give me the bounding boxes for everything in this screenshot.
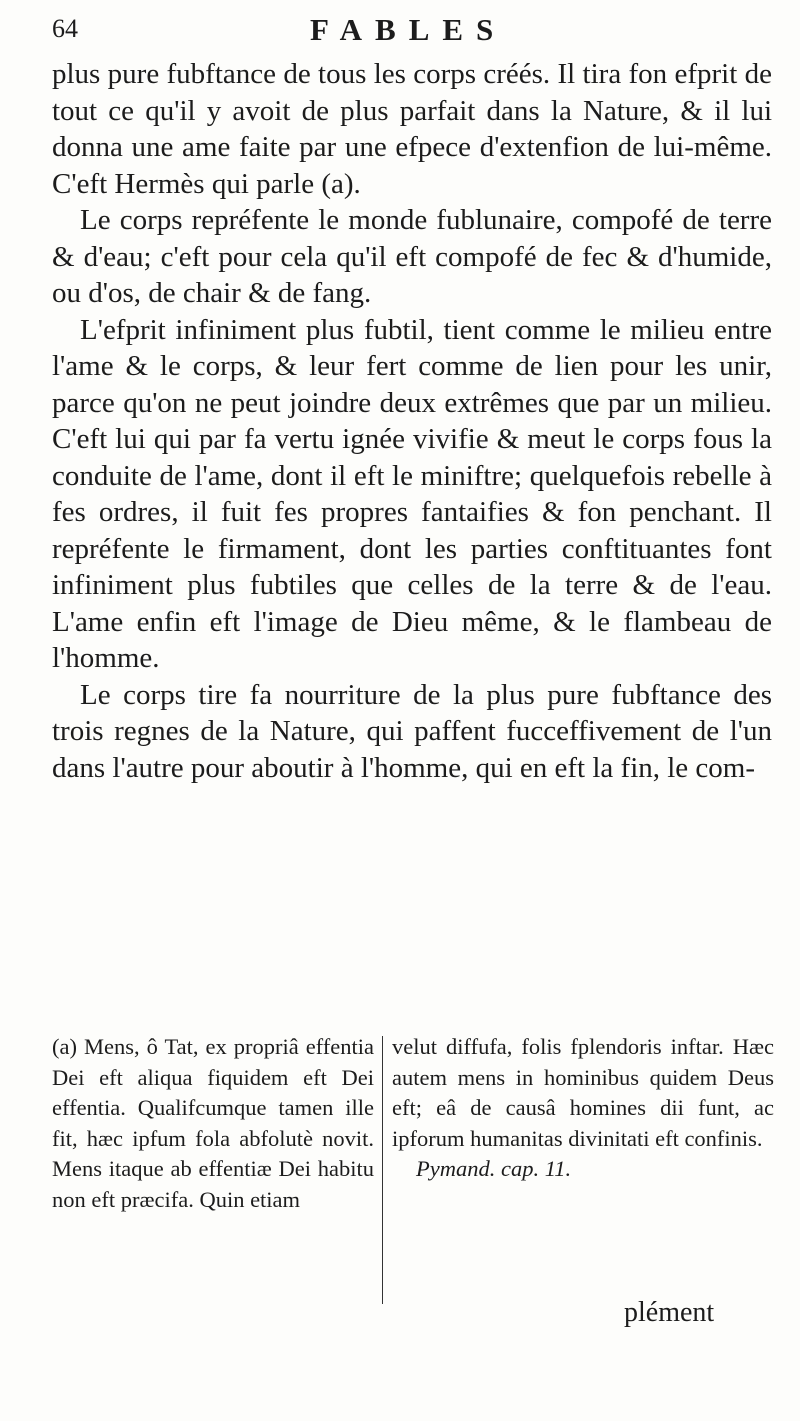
page-number: 64 [52, 14, 78, 43]
footnote-column-divider [382, 1036, 383, 1304]
paragraph-1: plus pure fubftance de tous les corps créés. Il tira fon efprit de tout ce qu'il y avoit de plus parfait dans la Nature, & il lui donna une ame faite par une efpece d'extenfion de lui-même. C'eft Hermès qui parle (a). [52, 58, 772, 200]
running-head: FABLES [310, 12, 507, 47]
paragraph-3: L'efprit infiniment plus fubtil, tient comme le milieu entre l'ame & le corps, & leur fert comme de lien pour les unir, parce qu'on ne peut joindre deux extrêmes que par un milieu. C'eft lui qui par fa vertu ignée vivifie & meut le corps fous la conduite de l'ame, dont il eft le miniftre; quelquefois rebelle à fes ordres, il fuit fes propres fantaifies & fon penchant. Il repréfente le firmament, dont les parties conftituantes font infiniment plus fubtiles que celles de la terre & de l'eau. L'ame enfin eft l'image de Dieu même, & le flambeau de l'homme. [52, 313, 772, 674]
footnote-right-column [392, 1032, 774, 1185]
main-text [52, 56, 772, 786]
catchword: plément [624, 1297, 715, 1328]
page-header [52, 12, 792, 52]
paragraph-2: Le corps repréfente le monde fublunaire, compofé de terre & d'eau; c'eft pour cela qu'il eft compofé de fec & d'humide, ou d'os, de chair & de fang. [52, 204, 772, 309]
footnote-right-text: velut diffufa, folis fplendoris inftar. Hæc autem mens in hominibus quidem Deus eft; eâ de causâ homines dii funt, ac ipforum humanitas divinitati eft confinis. [392, 1034, 774, 1151]
footnote-left-column: (a) Mens, ô Tat, ex propriâ effentia Dei eft aliqua fiquidem eft Dei effentia. Qualifcumque tamen ille fit, hæc ipfum fola abfolutè novit. Mens itaque ab effentiæ Dei habitu non eft præcifa. Quin etiam [52, 1034, 374, 1212]
footnote-reference: Pymand. cap. 11. [416, 1156, 572, 1181]
paragraph-4: Le corps tire fa nourriture de la plus pure fubftance des trois regnes de la Nature, qui paffent fucceffivement de l'un dans l'autre pour aboutir à l'homme, qui en eft la fin, le com- [52, 678, 772, 784]
